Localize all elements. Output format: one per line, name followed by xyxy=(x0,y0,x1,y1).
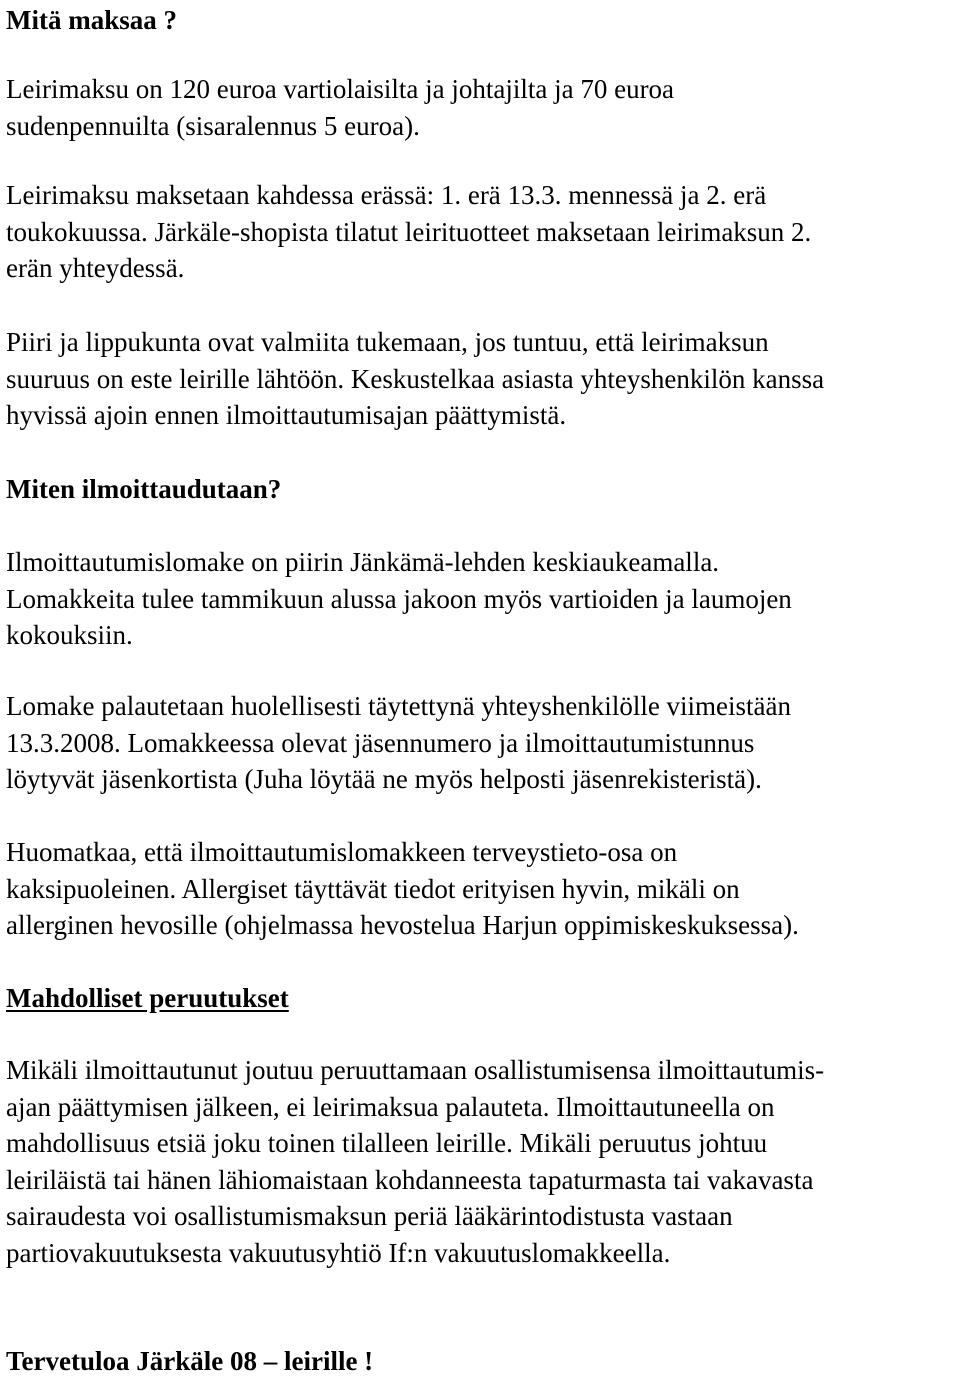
heading-cancellations: Mahdolliset peruutukset xyxy=(6,983,289,1013)
closing-welcome: Tervetuloa Järkäle 08 – leirille ! xyxy=(6,1346,374,1376)
paragraph-register-return: Lomake palautetaan huolellisesti täytettynä yhteyshenkilölle viimeistään 13.3.2008. Lomakkeessa olevat jäsennumero ja ilmoittautumistunnus löytyvät jäsenkortista (Juha löytää ne myös helposti jäsenrekisteristä). xyxy=(6,691,792,794)
paragraph-register-health: Huomatkaa, että ilmoittautumislomakkeen terveystieto-osa on kaksipuoleinen. Allergiset täyttävät tiedot erityisen hyvin, mikäli on allerginen hevosille (ohjelmassa hevostelua Harjun oppimiskeskuksessa). xyxy=(6,837,799,940)
heading-register: Miten ilmoittaudutaan? xyxy=(6,474,282,504)
paragraph-cost-fee: Leirimaksu on 120 euroa vartiolaisilta ja johtajilta ja 70 euroa sudenpennuilta (sisaralennus 5 euroa). xyxy=(6,74,675,141)
paragraph-cost-support: Piiri ja lippukunta ovat valmiita tukemaan, jos tuntuu, että leirimaksun suuruus on este leirille lähtöön. Keskustelkaa asiasta yhteyshenkilön kanssa hyvissä ajoin ennen ilmoittautumisajan päättymistä. xyxy=(6,327,825,430)
paragraph-cancellations: Mikäli ilmoittautunut joutuu peruuttamaan osallistumisensa ilmoittautumis- ajan päättymisen jälkeen, ei leirimaksua palauteta. Ilmoittautuneella on mahdollisuus etsiä joku toinen tilalleen leirille. Mikäli peruutus johtuu leiriläistä tai hänen lähiomaistaan kohdanneesta tapaturmasta tai vakavasta sairaudesta voi osallistumismaksun periä lääkärintodistusta vastaan partiovakuutuksesta vakuutusyhtiö If:n vakuutuslomakkeella. xyxy=(6,1055,825,1268)
paragraph-register-form: Ilmoittautumislomake on piirin Jänkämä-lehden keskiaukeamalla. Lomakkeita tulee tammikuun alussa jakoon myös vartioiden ja laumojen kokouksiin. xyxy=(6,547,792,650)
paragraph-cost-installments: Leirimaksu maksetaan kahdessa erässä: 1. erä 13.3. mennessä ja 2. erä toukokuussa. Järkäle-shopista tilatut leirituotteet maksetaan leirimaksun 2. erän yhteydessä. xyxy=(6,180,812,283)
heading-cost: Mitä maksaa ? xyxy=(6,5,177,35)
